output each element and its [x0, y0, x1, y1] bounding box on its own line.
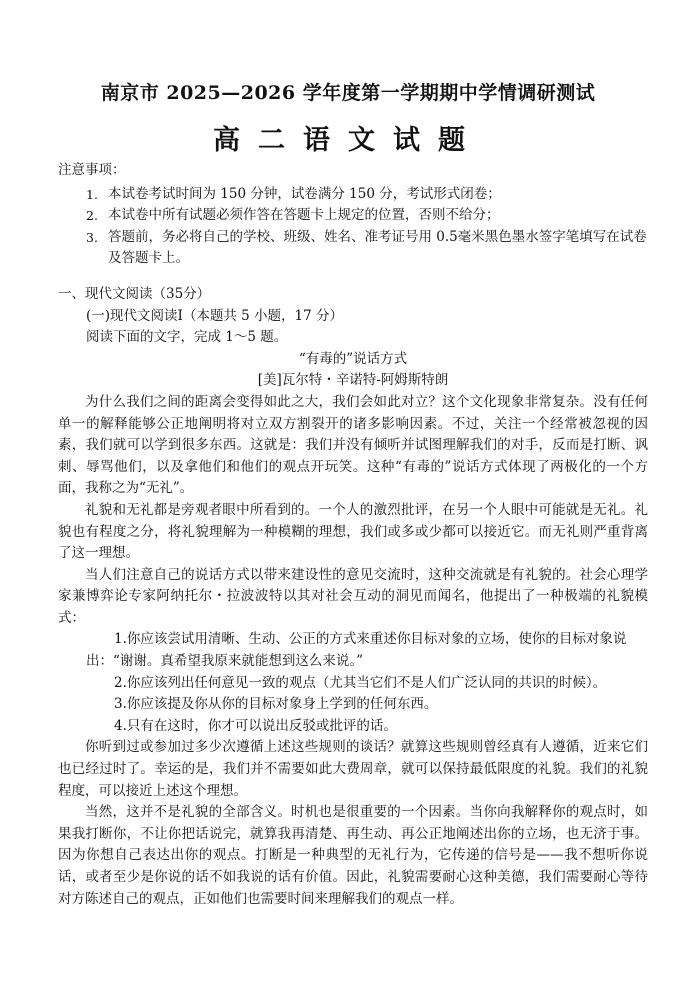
exam-body [58, 160, 648, 910]
article-paragraph: 你听到过或参加过多少次遵循上述这些规则的谈话？就算这些规则曾经真有人遵循，近来它们也已经过时了。幸运的是，我们并不需要如此大费周章，就可以保持最低限度的礼貌。我们的礼貌程度，可以接近上述这个理想。 [58, 739, 648, 799]
notices-list [58, 184, 648, 270]
notices-heading: 注意事项： [58, 162, 126, 178]
article-title: “有毒的”说话方式 [298, 350, 408, 367]
notice-item [58, 184, 648, 206]
reading-instruction: 阅读下面的文字，完成 1～5 题。 [86, 329, 288, 346]
notice-item [58, 227, 648, 270]
exam-subject-title: 高二语文试题 [213, 125, 483, 156]
notice-number: 3. [86, 229, 98, 245]
sub-section-heading: (一)现代文阅读Ⅰ（本题共 5 小题，17 分） [86, 307, 344, 324]
article-paragraph: 当然，这并不是礼貌的全部含义。时机也是很重要的一个因素。当你向我解释你的观点时，如果我打断你，不让你把话说完，就算我再清楚、再生动、再公正地阐述出你的立场，也无济于事。因为你想自己表达出你的观点。打断是一种典型的无礼行为，它传递的信号是——我不想听你说话，或者至少是你说的话不如我说的话有价值。因此，礼貌需要耐心这种美德，我们需要耐心等待对方陈述自己的观点，正如他们也需要时间来理解我们的观点一样。 [58, 804, 648, 907]
article-paragraph: 当人们注意自己的说话方式以带来建设性的意见交流时，这种交流就是有礼貌的。社会心理学家兼博弈论专家阿纳托尔・拉波波特以其对社会互动的洞见而闻名，他提出了一种极端的礼貌模式： [58, 566, 648, 626]
notice-number: 1. [86, 186, 98, 202]
rule-item: 4.只有在这时，你才可以说出反驳或批评的话。 [114, 717, 397, 734]
notice-text: 本试卷中所有试题必须作答在答题卡上规定的位置，否则不给分； [108, 207, 500, 224]
article-paragraph: 礼貌和无礼都是旁观者眼中所看到的。一个人的激烈批评，在另一个人眼中可能就是无礼。礼貌也有程度之分，将礼貌理解为一种模糊的理想，我们或多或少都可以接近它。而无礼则严重背离了这一理想。 [58, 501, 648, 562]
article-paragraph: 为什么我们之间的距离会变得如此之大，我们会如此对立？这个文化现象非常复杂。没有任何单一的解释能够公正地阐明将对立双方割裂开的诸多影响因素。不过，关注一个经常被忽视的因素，我们就可以学到很多东西。这就是：我们并没有倾听并试图理解我们的对手，反而是打断、讽刺、辱骂他们，以及拿他们和他们的观点开玩笑。这种“有毒的”说话方式体现了两极化的一个方面，我称之为“无礼”。 [58, 393, 648, 497]
notice-text: 本试卷考试时间为 150 分钟，试卷满分 150 分，考试形式闭卷； [108, 185, 501, 202]
article-author: [美]瓦尔特・辛诺特-阿姆斯特朗 [257, 372, 449, 389]
rule-item: 3.你应该提及你从你的目标对象身上学到的任何东西。 [114, 696, 438, 713]
rule-item: 1.你应该尝试用清晰、生动、公正的方式来重述你目标对象的立场，使你的目标对象说出：“谢谢。真希望我原来就能想到这么来说。” [86, 631, 627, 670]
notice-text: 答题前，务必将自己的学校、班级、姓名、准考证号用 0.5毫米黑色墨水签字笔填写在试卷及答题卡上。 [108, 228, 647, 267]
notice-item [58, 205, 648, 227]
rule-item: 2.你应该列出任何意见一致的观点（尤其当它们不是人们广泛认同的共识的时候）。 [114, 674, 607, 691]
section-heading: 一、现代文阅读（35分） [58, 285, 211, 302]
exam-title: 南京市 2025—2026 学年度第一学期期中学情调研测试 [100, 82, 596, 104]
notice-number: 2. [86, 208, 98, 224]
